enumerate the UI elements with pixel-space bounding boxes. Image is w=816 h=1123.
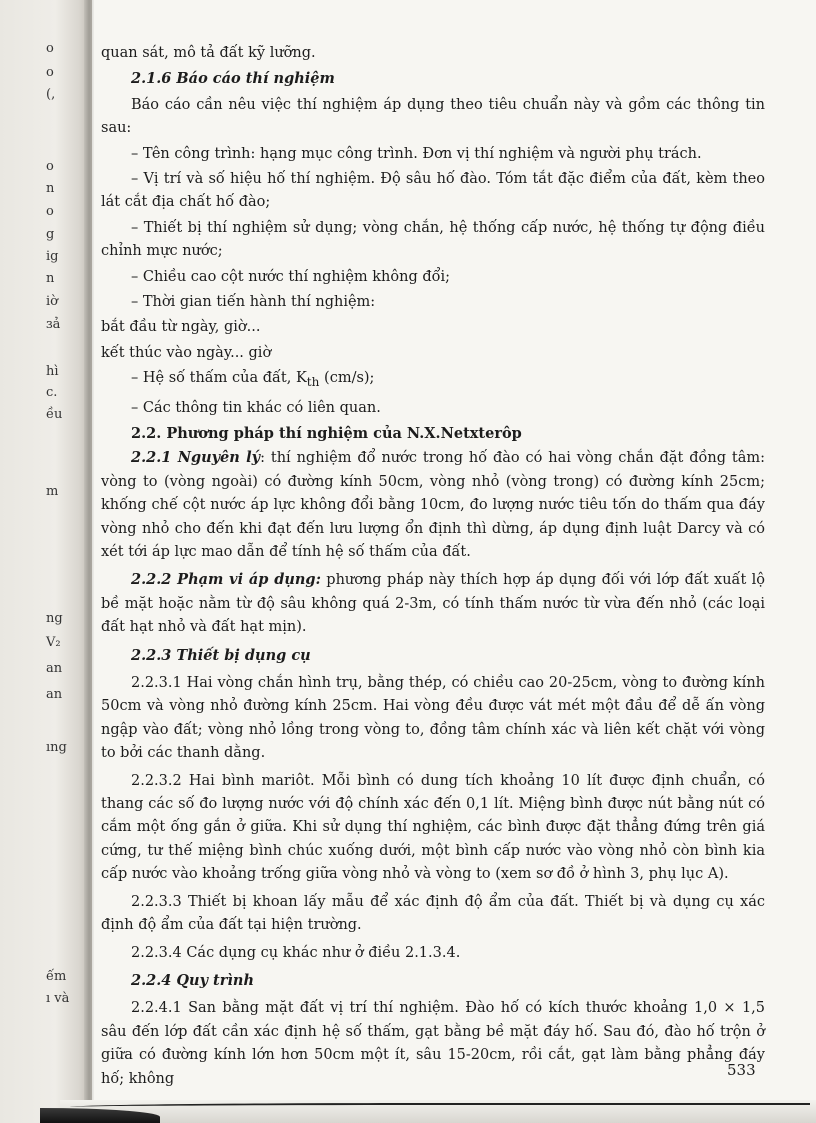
body-paragraph: 2.2.3.1 Hai vòng chắn hình trụ, bằng thép, có chiều cao 20-25cm, vòng to đường kính 50cm và vòng nhỏ đường kính 25cm. Hai vòng đều được vát mét một đầu để dễ ấn vòng ngập vào đất; vòng nhỏ lồng trong vòng to, đồng tâm chính xác và liên kết chặt với vòng to bởi các thanh dằng. — [101, 675, 765, 762]
list-item: – Thiết bị thí nghiệm sử dụng; vòng chắn, hệ thống cấp nước, hệ thống tự động điều chỉnh mực nước; — [101, 219, 765, 260]
gutter-fragment: g — [46, 227, 55, 242]
body-paragraph: 2.2.3.3 Thiết bị khoan lấy mẫu để xác định độ ẩm của đất. Thiết bị và dụng cụ xác định độ ẩm của đất tại hiện trường. — [101, 893, 765, 934]
body-paragraph: 2.2.3.2 Hai bình mariôt. Mỗi bình có dung tích khoảng 10 lít được định chuẩn, có thang các số đo lượng nước với độ chính xác đến 0,1 lít. Miệng bình được nút bằng nút có cắm một ống gắn ở giữa. Khi sử dụng thí nghiệm, các bình được đặt thẳng đứng trên giá cứng, tư thế miệng bình chúc xuống dưới, một bình cấp nước vào vòng nhỏ còn bình kia cấp nước vào khoảng trống giữa vòng nhỏ và vòng to (xem sơ đồ ở hình 3, phụ lục A). — [101, 772, 765, 883]
body-paragraph: Báo cáo cần nêu việc thí nghiệm áp dụng theo tiêu chuẩn này và gồm các thông tin sau: — [101, 96, 765, 137]
gutter-fragment: (, — [46, 87, 56, 102]
gutter-fragment: n — [46, 181, 55, 196]
list-item: – Thời gian tiến hành thí nghiệm: — [131, 294, 376, 311]
gutter-fragment: ig — [46, 249, 59, 264]
body-paragraph: 2.2.2 Phạm vi áp dụng: phương pháp này thích hợp áp dụng đối với lớp đất xuất lộ bề mặt hoặc nằm từ độ sâu không quá 2-3m, có tính thấm nước từ vừa đến nhỏ (các loại đất hạt nhỏ và đất hạt mịn). — [101, 571, 765, 636]
page-edge-line — [70, 1103, 810, 1111]
body-paragraph: 2.2.4.1 San bằng mặt đất vị trí thí nghiệm. Đào hố có kích thước khoảng 1,0 × 1,5 sâu đến lớp đất cần xác định hệ số thấm, gạt bằng bề mặt đáy hố. Sau đó, đào hố trộn ở giữa có đường kính lớn hơn 50cm một ít, sâu 15-20cm, rồi cắt, gạt làm bằng phẳng đáy hố; không — [101, 1000, 765, 1087]
gutter-fragment: ɜả — [46, 317, 61, 332]
section-heading-2-2-3: 2.2.3 Thiết bị dụng cụ — [131, 646, 311, 664]
list-item: – Các thông tin khác có liên quan. — [131, 399, 381, 416]
section-heading-2-2: 2.2. Phương pháp thí nghiệm của N.X.Netxterôp — [131, 424, 522, 442]
gutter-fragment: an — [46, 661, 63, 676]
gutter-fragment: o — [46, 204, 54, 219]
list-subitem: bắt đầu từ ngày, giờ... — [101, 319, 261, 336]
gutter-fragment: c. — [46, 385, 58, 400]
section-heading-2-2-4: 2.2.4 Quy trình — [131, 971, 254, 989]
list-item: – Vị trí và số hiệu hố thí nghiệm. Độ sâu hố đào. Tóm tắt đặc điểm của đất, kèm theo lát cắt địa chất hố đào; — [101, 171, 765, 211]
gutter-fragment: hì — [46, 364, 59, 379]
gutter-fragment: o — [46, 65, 54, 80]
list-item: – Tên công trình: hạng mục công trình. Đơn vị thí nghiệm và người phụ trách. — [131, 145, 702, 162]
gutter-fragment: o — [46, 159, 54, 174]
page-body — [101, 42, 765, 1091]
body-line: quan sát, mô tả đất kỹ lưỡng. — [101, 45, 316, 61]
page-number: 533 — [727, 1061, 756, 1079]
gutter-fold-shadow — [84, 0, 94, 1123]
section-heading-2-1-6: 2.1.6 Báo cáo thí nghiệm — [131, 70, 335, 88]
subscript-th: th — [306, 375, 320, 390]
gutter-fragment: ıng — [46, 740, 67, 755]
gutter-fragment: ều — [46, 407, 63, 422]
gutter-fragment: ı và — [46, 991, 70, 1006]
gutter-fragment: an — [46, 687, 63, 702]
body-paragraph: 2.2.3.4 Các dụng cụ khác như ở điều 2.1.3.4. — [131, 944, 461, 961]
body-paragraph: 2.2.1 Nguyên lý: thí nghiệm đổ nước trong hố đào có hai vòng chắn đặt đồng tâm: vòng to (vòng ngoài) có đường kính 50cm, vòng nhỏ (vòng trong) có đường kính 25cm; khống chế cột nước áp lực không đổi bằng 10cm, đo lượng nước tiêu tốn do thấm qua đáy vòng nhỏ cho đến khi đạt đến lưu lượng ổn định thì dừng, áp dụng định luật Darcy và có xét tới áp lực mao dẫn để tính hệ số thấm của đất. — [101, 449, 765, 561]
gutter-fragment: ng — [46, 611, 63, 626]
gutter-fragment: ếm — [46, 969, 67, 984]
list-item: – Chiều cao cột nước thí nghiệm không đổi; — [131, 268, 451, 285]
gutter-fragment: o — [46, 41, 54, 56]
gutter-fragment: iờ — [46, 294, 58, 309]
gutter-fragment: n — [46, 271, 55, 286]
gutter-fragment: V₂ — [46, 635, 61, 650]
list-subitem: kết thúc vào ngày... giờ — [101, 344, 272, 361]
list-item: – Hệ số thấm của đất, $K_{th}$ (cm/s); — [131, 370, 375, 390]
gutter-fragment: m — [46, 484, 59, 499]
